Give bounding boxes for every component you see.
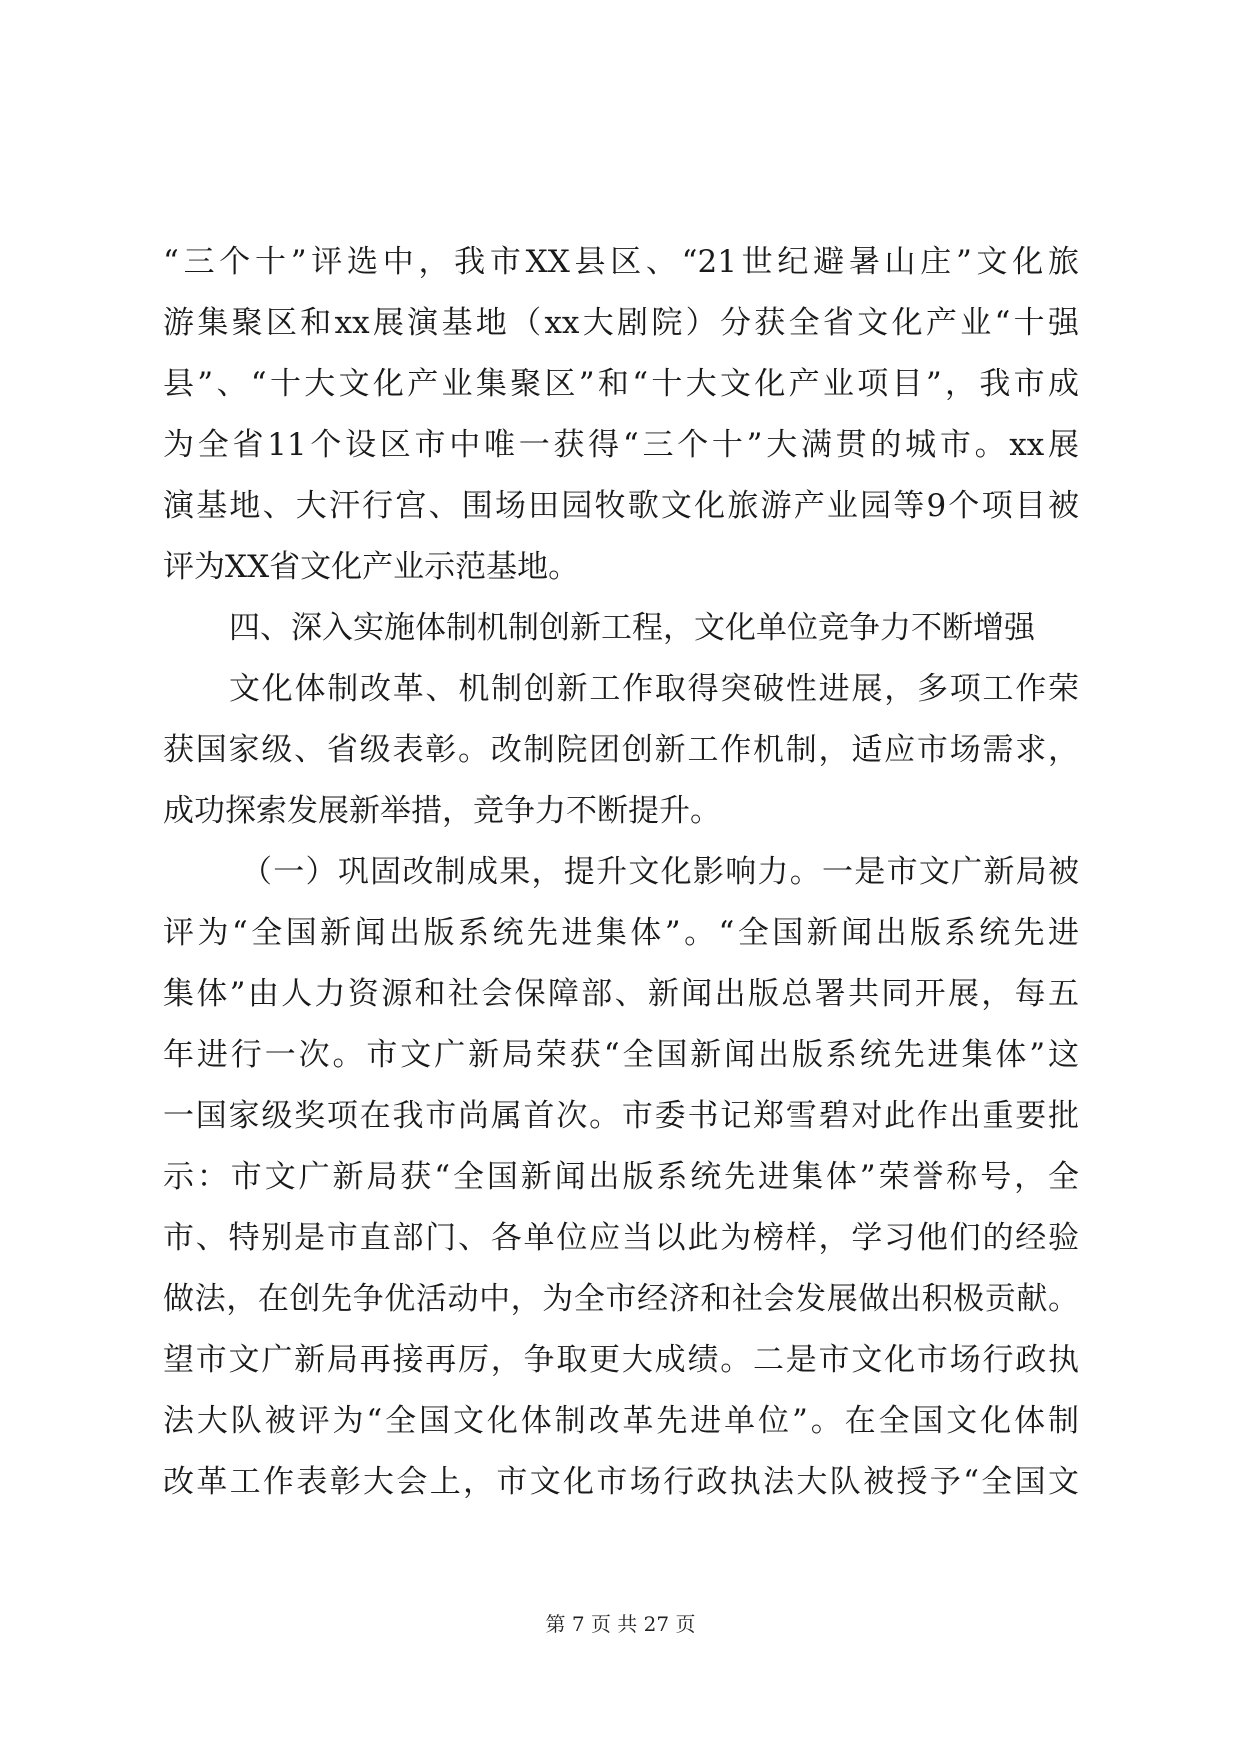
text-line: 评为“全国新闻出版系统先进集体”。“全国新闻出版系统先进 xyxy=(163,915,1079,951)
text-line: 改革工作表彰大会上，市文化市场行政执法大队被授予“全国文 xyxy=(163,1464,1079,1500)
text-line: 望市文广新局再接再厉，争取更大成绩。二是市文化市场行政执 xyxy=(163,1342,1079,1378)
text-line: “三个十”评选中，我市XX县区、“21世纪避暑山庄”文化旅 xyxy=(163,244,1079,280)
subsection-heading-line: （一）巩固改制成果，提升文化影响力。一是市文广新局被 xyxy=(241,854,1079,890)
document-body xyxy=(163,232,1079,1513)
text-line: 成功探索发展新举措，竞争力不断提升。 xyxy=(163,793,721,829)
section-heading: 四、深入实施体制机制创新工程，文化单位竞争力不断增强 xyxy=(229,610,1035,646)
text-line: 示：市文广新局获“全国新闻出版系统先进集体”荣誉称号，全 xyxy=(163,1159,1079,1195)
text-line: 做法，在创先争优活动中，为全市经济和社会发展做出积极贡献。 xyxy=(163,1281,1079,1317)
text-line: 为全省11个设区市中唯一获得“三个十”大满贯的城市。xx展 xyxy=(163,427,1079,463)
text-line: 法大队被评为“全国文化体制改革先进单位”。在全国文化体制 xyxy=(163,1403,1079,1439)
text-line: 获国家级、省级表彰。改制院团创新工作机制，适应市场需求， xyxy=(163,732,1079,768)
text-line: 集体”由人力资源和社会保障部、新闻出版总署共同开展，每五 xyxy=(163,976,1079,1012)
text-line: 游集聚区和xx展演基地（xx大剧院）分获全省文化产业“十强 xyxy=(163,305,1079,341)
text-line: 演基地、大汗行宫、围场田园牧歌文化旅游产业园等9个项目被 xyxy=(163,488,1079,524)
text-line: 一国家级奖项在我市尚属首次。市委书记郑雪碧对此作出重要批 xyxy=(163,1098,1079,1134)
page-number-footer: 第 7 页 共 27 页 xyxy=(545,1612,696,1636)
text-line: 市、特别是市直部门、各单位应当以此为榜样，学习他们的经验 xyxy=(163,1220,1079,1256)
text-line: 文化体制改革、机制创新工作取得突破性进展，多项工作荣 xyxy=(229,671,1079,707)
text-line: 县”、“十大文化产业集聚区”和“十大文化产业项目”，我市成 xyxy=(163,366,1079,402)
text-line: 评为XX省文化产业示范基地。 xyxy=(163,549,580,585)
text-line: 年进行一次。市文广新局荣获“全国新闻出版系统先进集体”这 xyxy=(163,1037,1079,1073)
